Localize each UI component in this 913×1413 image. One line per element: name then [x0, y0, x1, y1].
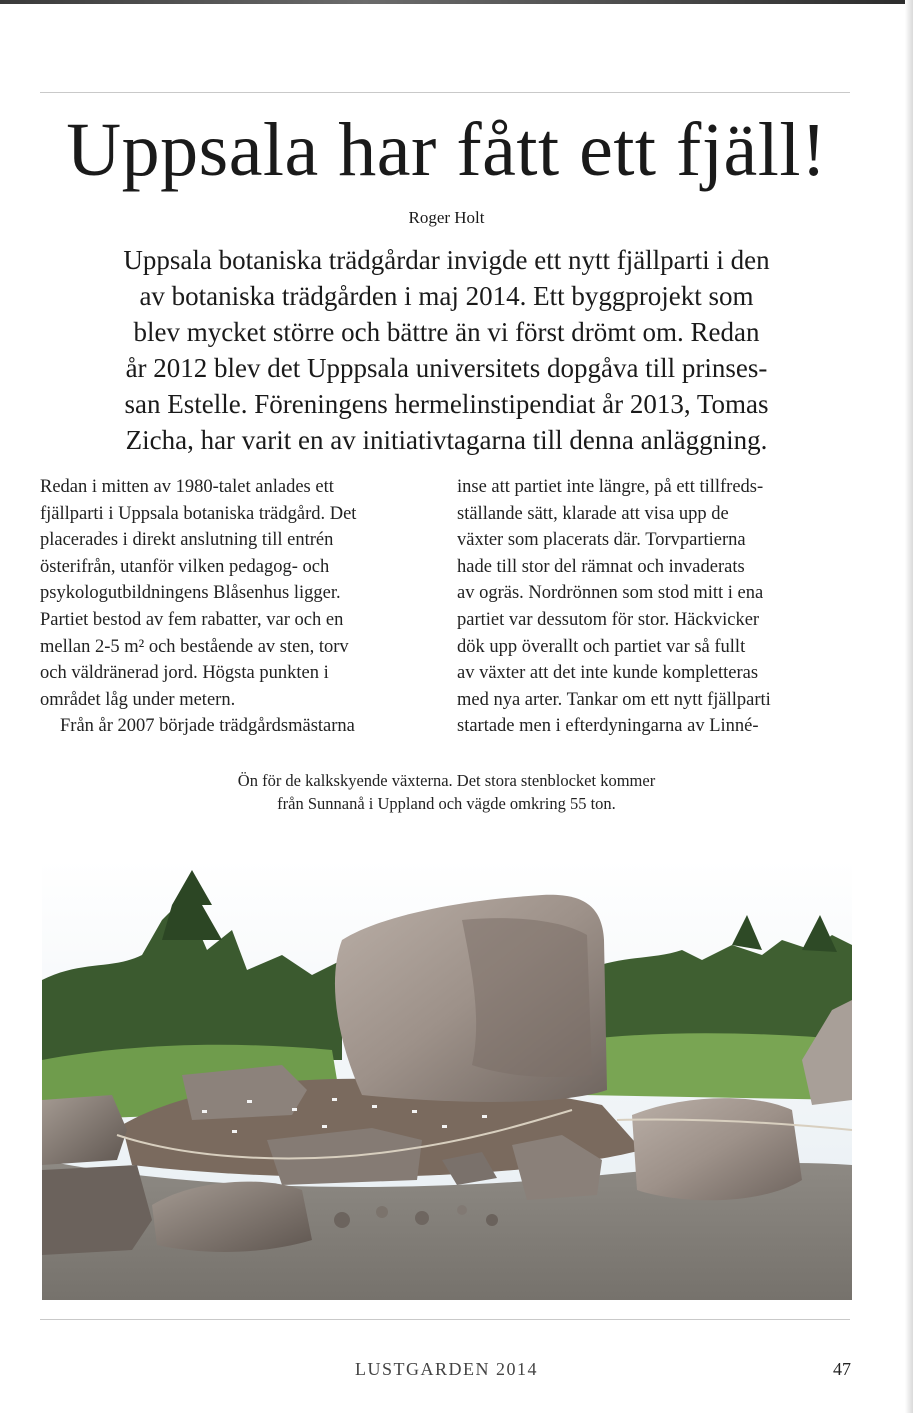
body-line: inse att partiet inte längre, på ett tillfreds- — [457, 477, 764, 497]
body-column-left — [40, 474, 435, 740]
body-column-right — [457, 474, 852, 740]
body-line: området låg under metern. — [40, 689, 236, 710]
rock-garden-photo — [42, 860, 852, 1300]
body-line: psykologutbildningens Blåsenhus ligger. — [40, 583, 341, 604]
body-line: Redan i mitten av 1980-talet anlades ett — [40, 477, 334, 497]
body-line: av växter att det inte kunde kompletteras — [457, 663, 759, 684]
lead-paragraph — [50, 242, 843, 458]
lead-line: år 2012 blev det Upppsala universitets dopgåva till prinses- — [125, 353, 768, 383]
article-title: Uppsala har fått ett fjäll! — [66, 108, 827, 192]
body-line: dök upp överallt och partiet var så fullt — [457, 636, 746, 657]
lead-line: Uppsala botaniska trädgårdar invigde ett nytt fjällparti i den — [123, 245, 770, 275]
body-line: av ogräs. Nordrönnen som stod mitt i ena — [457, 583, 764, 604]
body-line: mellan 2-5 m² och bestående av sten, torv — [40, 636, 349, 657]
body-line: och väldränerad jord. Högsta punkten i — [40, 663, 329, 684]
footer-rule — [40, 1319, 850, 1320]
body-line: med nya arter. Tankar om ett nytt fjällparti — [457, 689, 771, 710]
body-line: Från år 2007 började trädgårdsmästarna — [60, 716, 355, 737]
lead-line: blev mycket större och bättre än vi först drömt om. Redan — [133, 317, 760, 347]
caption-line: Ön för de kalkskyende växterna. Det stora stenblocket kommer — [237, 771, 656, 790]
publication-name: LUSTGARDEN 2014 — [355, 1359, 538, 1379]
body-line: placerades i direkt anslutning till entrén — [40, 530, 334, 551]
body-line: ställande sätt, klarade att visa upp de — [457, 503, 729, 524]
lead-line: Zicha, har varit en av initiativtagarna till denna anläggning. — [125, 425, 768, 455]
lead-line: av botaniska trädgården i maj 2014. Ett byggprojekt som — [139, 281, 754, 311]
body-line: partiet var dessutom för stor. Häckvicker — [457, 609, 760, 630]
body-line: fjällparti i Uppsala botaniska trädgård. Det — [40, 503, 357, 524]
scan-top-edge — [0, 0, 913, 4]
lead-line: san Estelle. Föreningens hermelinstipendiat år 2013, Tomas — [124, 389, 769, 419]
body-line: växter som placerats där. Torvpartierna — [457, 530, 746, 551]
photo-caption — [0, 769, 893, 815]
body-line: Partiet bestod av fem rabatter, var och en — [40, 609, 344, 630]
scan-right-edge — [905, 0, 913, 1413]
article-author: Roger Holt — [408, 208, 485, 227]
body-line: österifrån, utanför vilken pedagog- och — [40, 556, 330, 577]
header-rule — [40, 92, 850, 93]
caption-line: från Sunnanå i Uppland och vägde omkring 55 ton. — [277, 794, 616, 813]
body-line: hade till stor del rämnat och invaderats — [457, 556, 745, 577]
page-number: 47 — [833, 1359, 851, 1379]
body-line: startade men i efterdyningarna av Linné- — [457, 716, 759, 737]
